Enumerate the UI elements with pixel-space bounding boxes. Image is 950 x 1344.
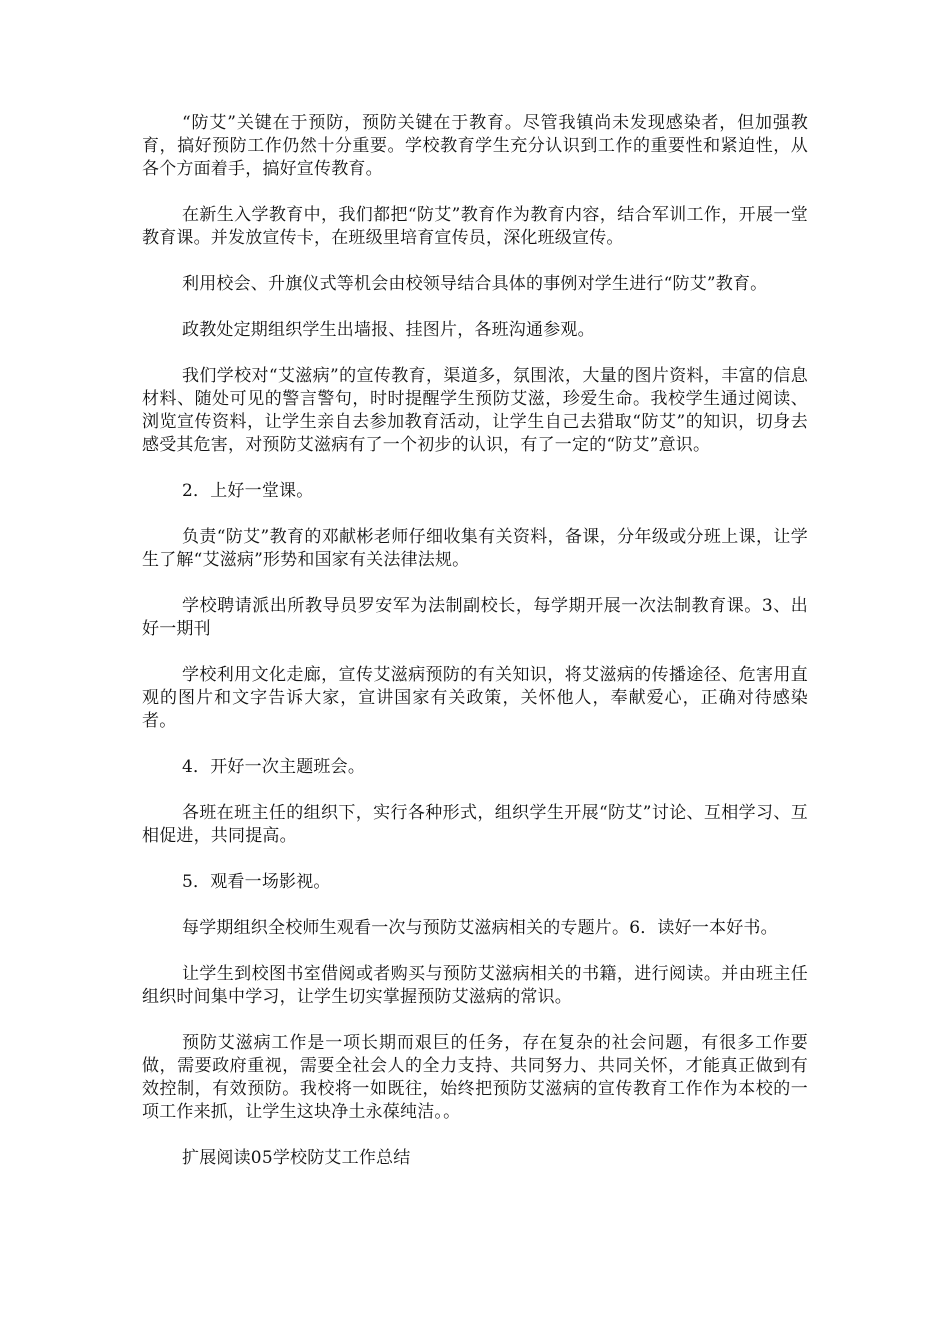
paragraph: 各班在班主任的组织下，实行各种形式，组织学生开展“防艾”讨论、互相学习、互相促进，共同提高。 [142, 803, 808, 846]
paragraph: 让学生到校图书室借阅或者购买与预防艾滋病相关的书籍，进行阅读。并由班主任组织时间集中学习，让学生切实掌握预防艾滋病的常识。 [142, 964, 808, 1007]
paragraph: 政教处定期组织学生出墙报、挂图片，各班沟通参观。 [182, 320, 595, 340]
paragraph: 我们学校对“艾滋病”的宣传教育，渠道多，氛围浓，大量的图片资料，丰富的信息材料、随处可见的警言警句，时时提醒学生预防艾滋，珍爱生命。我校学生通过阅读、浏览宣传资料，让学生亲自去参加教育活动，让学生自己去猎取“防艾”的知识，切身去感受其危害，对预防艾滋病有了一个初步的认识，有了一定的“防艾”意识。 [142, 366, 808, 455]
paragraph: 预防艾滋病工作是一项长期而艰巨的任务，存在复杂的社会问题，有很多工作要做，需要政府重视，需要全社会人的全力支持、共同努力、共同关怀，才能真正做到有效控制，有效预防。我校将一如既往，始终把预防艾滋病的宣传教育工作作为本校的一项工作来抓，让学生这块净土永葆纯洁。。 [142, 1033, 808, 1122]
section-heading: 2．上好一堂课。 [182, 481, 314, 501]
paragraph: 每学期组织全校师生观看一次与预防艾滋病相关的专题片。6．读好一本好书。 [182, 918, 778, 938]
paragraph: 学校利用文化走廊，宣传艾滋病预防的有关知识，将艾滋病的传播途径、危害用直观的图片和文字告诉大家，宣讲国家有关政策，关怀他人，奉献爱心，正确对待感染者。 [142, 665, 808, 731]
paragraph: 学校聘请派出所教导员罗安军为法制副校长，每学期开展一次法制教育课。3、出好一期刊 [142, 596, 808, 639]
extended-reading-title: 扩展阅读05学校防艾工作总结 [182, 1148, 411, 1168]
section-heading: 4．开好一次主题班会。 [182, 757, 366, 777]
paragraph: 利用校会、升旗仪式等机会由校领导结合具体的事例对学生进行“防艾”教育。 [182, 274, 768, 294]
paragraph: 负责“防艾”教育的邓献彬老师仔细收集有关资料，备课，分年级或分班上课，让学生了解“艾滋病”形势和国家有关法律法规。 [142, 527, 808, 570]
document-body [142, 112, 808, 1193]
section-heading: 5．观看一场影视。 [182, 872, 331, 892]
paragraph: “防艾”关键在于预防，预防关键在于教育。尽管我镇尚未发现感染者，但加强教育，搞好预防工作仍然十分重要。学校教育学生充分认识到工作的重要性和紧迫性，从各个方面着手，搞好宣传教育。 [142, 113, 808, 179]
paragraph: 在新生入学教育中，我们都把“防艾”教育作为教育内容，结合军训工作，开展一堂教育课。并发放宣传卡，在班级里培育宣传员，深化班级宣传。 [142, 205, 808, 248]
